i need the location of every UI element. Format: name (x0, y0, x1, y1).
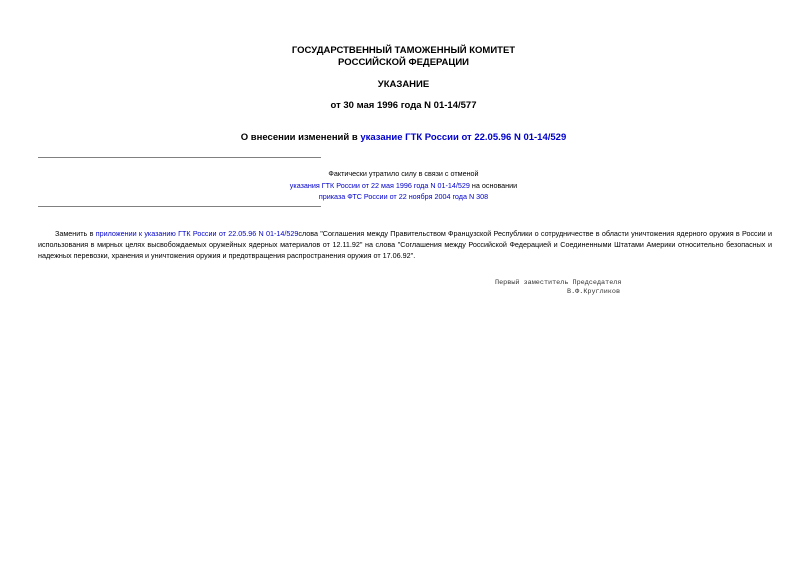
body-paragraph (38, 228, 772, 261)
amended-document-link[interactable]: указание ГТК России от 22.05.96 N 01-14/529 (360, 132, 567, 143)
repealed-document-link[interactable]: указания ГТК России от 22 мая 1996 года N 01-14/529 (289, 180, 470, 190)
divider-top (38, 157, 321, 158)
issuing-authority-line2: РОССИЙСКОЙ ФЕДЕРАЦИИ (337, 57, 469, 68)
document-date: от 30 мая 1996 года N 01-14/577 (330, 100, 477, 111)
document-subject (0, 132, 807, 144)
status-note-line1: Фактически утратило силу в связи с отменой (328, 169, 479, 178)
status-note (0, 168, 807, 203)
issuing-authority (0, 45, 807, 69)
signatory-position: Первый заместитель Председателя (495, 279, 622, 287)
status-note-line2 (0, 180, 807, 192)
body-prefix: Заменить в (55, 229, 96, 238)
status-note-line3 (0, 191, 807, 203)
issuing-authority-line1: ГОСУДАРСТВЕННЫЙ ТАМОЖЕННЫЙ КОМИТЕТ (291, 45, 516, 56)
body-text: слова "Соглашения между Правительством Французской Республики о сотрудничестве в области уничтожения ядерного оружия в России и использования в мирных целях высвобождаемых оружейных ядерных материалов от 12.11.92" на слова "Соглашения между Российской Федерацией и Соединенными Штатами Америки относительно безопасных и надежных перевозки, хранения и уничтожения оружия и предотвращения распространения оружия от 17.06.92". (38, 229, 772, 260)
repealing-order-link[interactable]: приказа ФТС России от 22 ноября 2004 года N 308 (318, 192, 489, 201)
signature-block (495, 279, 621, 297)
document-type: УКАЗАНИЕ (377, 79, 430, 90)
divider-bottom (38, 206, 321, 207)
document-subject-prefix: О внесении изменений в (240, 132, 361, 143)
appendix-link[interactable]: приложении к указанию ГТК России от 22.05.96 N 01-14/529 (95, 229, 299, 238)
signatory-name: В.Ф.Кругликов (567, 288, 621, 296)
status-note-line2-suffix: на основании (469, 180, 518, 190)
